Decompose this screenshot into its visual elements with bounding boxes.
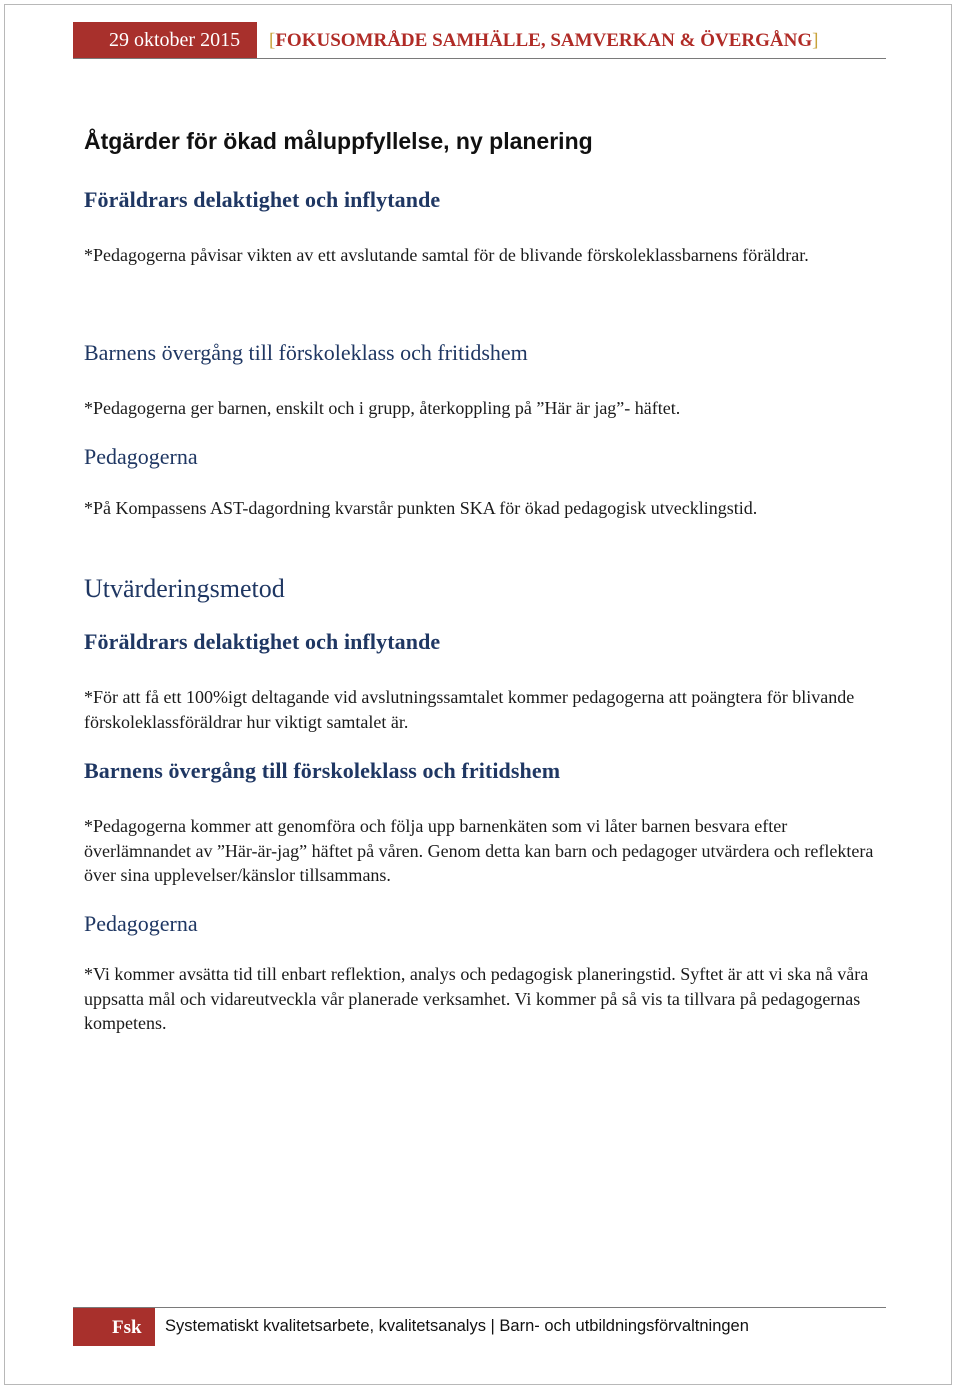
heading-barnens-overgang: Barnens övergång till förskoleklass och fritidshem [84,340,528,365]
heading-barnens-overgang-2: Barnens övergång till förskoleklass och fritidshem [84,758,561,783]
footer-text: Systematiskt kvalitetsarbete, kvalitetsanalys | Barn- och utbildningsförvaltningen [165,1317,749,1335]
paragraph-reflektion: *Vi kommer avsätta tid till enbart reflektion, analys och pedagogisk planeringstid. Syftet är att vi ska nå våra uppsatta mål och vidareutveckla vår planerade verksamhet. Vi kommer på så vis ta tillvara på pedagogernas kompetens. [84,964,869,1033]
heading-foraldrars-delaktighet-2: Föräldrars delaktighet och inflytande [84,629,441,654]
page-footer [73,1307,886,1348]
paragraph-deltagande: *För att få ett 100%igt deltagande vid avslutningssamtalet kommer pedagogerna att poängtera för blivande förskoleklassföräldrar hur viktigt samtalet är. [84,687,855,732]
header-date-box [73,22,257,58]
header-date: 29 oktober 2015 [109,29,241,51]
paragraph-kompassens: *På Kompassens AST-dagordning kvarstår punkten SKA för ökad pedagogisk utvecklingstid. [84,498,758,518]
header-bracket-open: [ [269,30,276,51]
footer-abbr-box [73,1308,155,1346]
heading-pedagogerna: Pedagogerna [84,444,198,469]
paragraph-aterkoppling: *Pedagogerna ger barnen, enskilt och i grupp, återkoppling på ”Här är jag”- häftet. [84,398,681,418]
paragraph-avslutande-samtal: *Pedagogerna påvisar vikten av ett avslutande samtal för de blivande förskoleklassbarnens föräldrar. [84,245,809,265]
section-title-atgarder: Åtgärder för ökad måluppfyllelse, ny planering [84,128,593,154]
footer-abbr: Fsk [112,1317,142,1338]
heading-foraldrars-delaktighet: Föräldrars delaktighet och inflytande [84,187,441,212]
header-bracket-close: ] [812,30,819,51]
section-title-utvarderingsmetod: Utvärderingsmetod [84,574,285,603]
header-title-text: FOKUSOMRÅDE SAMHÄLLE, SAMVERKAN & ÖVERGÅNG [275,30,813,51]
paragraph-barnenkaten: *Pedagogerna kommer att genomföra och följa upp barnenkäten som vi låter barnen besvara efter överlämnandet av ”Här-är-jag” häftet på våren. Genom detta kan barn och pedagoger utvärdera och reflektera över sina upplevelser/känslor tillsammans. [84,816,874,885]
header-title [269,30,818,52]
heading-pedagogerna-2: Pedagogerna [84,911,198,936]
page-header [73,22,886,59]
